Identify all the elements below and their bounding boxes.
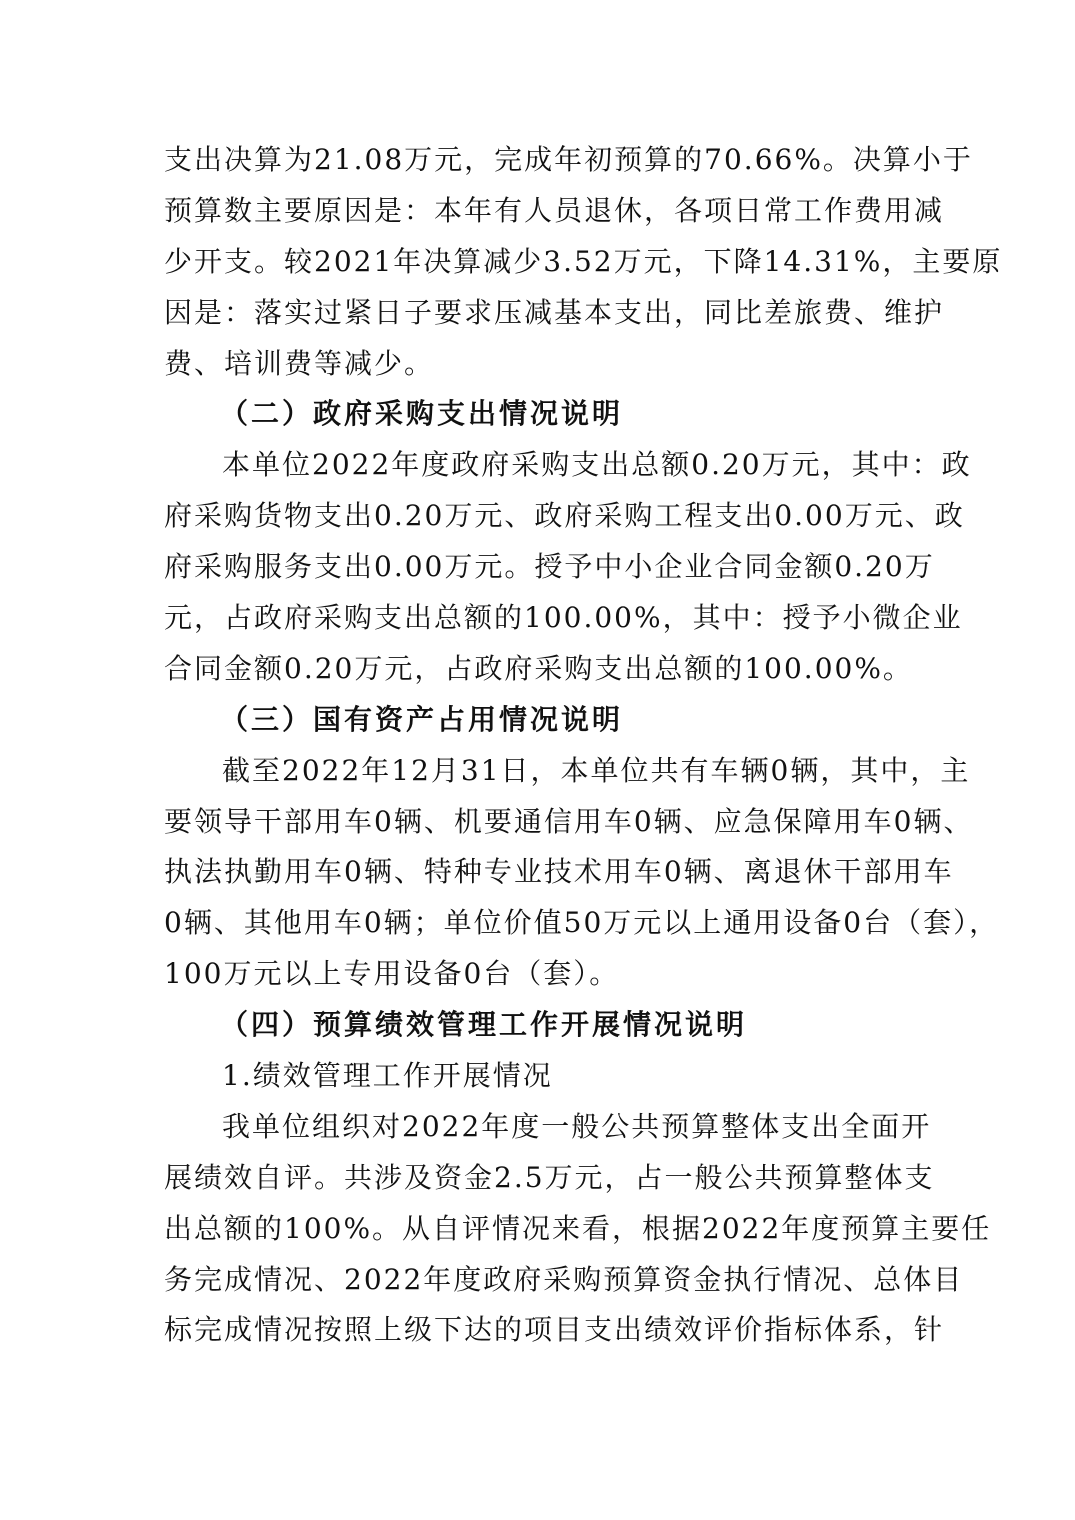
section-heading-government-procurement: （二）政府采购支出情况说明 <box>220 397 624 431</box>
paragraph-line: 务完成情况、2022年度政府采购预算资金执行情况、总体目 <box>164 1262 964 1296</box>
paragraph-line: 本单位2022年度政府采购支出总额0.20万元，其中：政 <box>222 448 972 482</box>
paragraph-line: 我单位组织对2022年度一般公共预算整体支出全面开 <box>222 1109 932 1143</box>
paragraph-line: 标完成情况按照上级下达的项目支出绩效评价指标体系，针 <box>164 1313 945 1347</box>
paragraph-line: 预算数主要原因是：本年有人员退休，各项日常工作费用减 <box>164 193 945 227</box>
paragraph-line: 因是：落实过紧日子要求压减基本支出，同比差旅费、维护 <box>164 295 945 329</box>
paragraph-line: 要领导干部用车0辆、机要通信用车0辆、应急保障用车0辆、 <box>164 804 974 838</box>
subsection-heading: 1.绩效管理工作开展情况 <box>222 1059 553 1093</box>
paragraph-line: 费、培训费等减少。 <box>164 346 435 380</box>
paragraph-line: 执法执勤用车0辆、特种专业技术用车0辆、离退休干部用车 <box>164 855 954 889</box>
paragraph-line: 府采购服务支出0.00万元。授予中小企业合同金额0.20万 <box>164 550 935 584</box>
section-heading-performance-management: （四）预算绩效管理工作开展情况说明 <box>220 1008 748 1042</box>
paragraph-line: 100万元以上专用设备0台（套）。 <box>164 957 620 991</box>
paragraph-line: 支出决算为21.08万元，完成年初预算的70.66%。决算小于 <box>164 143 973 176</box>
document-body <box>164 135 1003 1356</box>
paragraph-line: 截至2022年12月31日，本单位共有车辆0辆，其中，主 <box>222 753 971 787</box>
paragraph-line: 府采购货物支出0.20万元、政府采购工程支出0.00万元、政 <box>164 499 965 533</box>
paragraph-line: 合同金额0.20万元，占政府采购支出总额的100.00%。 <box>164 651 913 685</box>
paragraph-line: 0辆、其他用车0辆；单位价值50万元以上通用设备0台（套）， <box>164 906 1000 940</box>
paragraph-line: 元，占政府采购支出总额的100.00%，其中：授予小微企业 <box>164 601 963 635</box>
section-heading-state-assets: （三）国有资产占用情况说明 <box>220 702 624 736</box>
paragraph-line: 少开支。较2021年决算减少3.52万元，下降14.31%，主要原 <box>164 244 1003 278</box>
paragraph-line: 展绩效自评。共涉及资金2.5万元，占一般公共预算整体支 <box>164 1160 935 1194</box>
paragraph-line: 出总额的100%。从自评情况来看，根据2022年度预算主要任 <box>164 1211 992 1245</box>
